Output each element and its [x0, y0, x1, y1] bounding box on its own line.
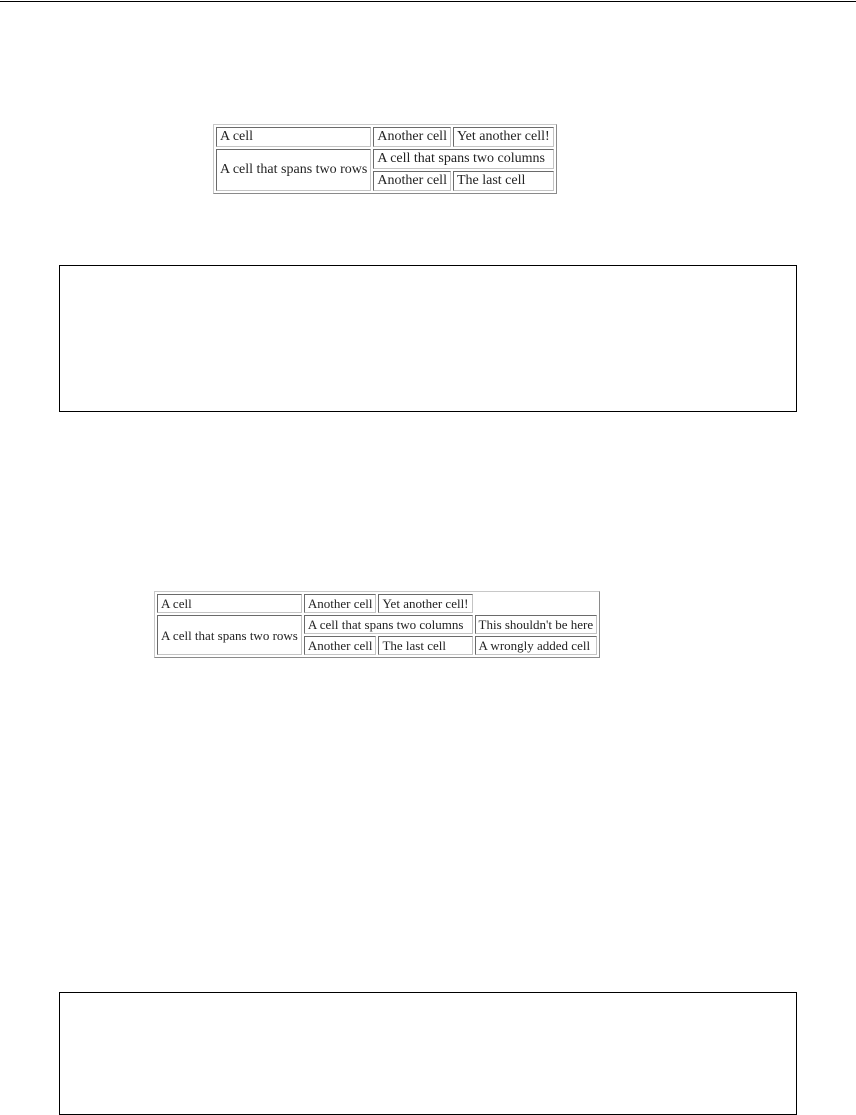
table-cell-rowspan: A cell that spans two rows — [157, 615, 302, 655]
table-cell: Yet another cell! — [453, 127, 554, 147]
page-top-rule — [0, 1, 856, 2]
table-cell: The last cell — [453, 171, 554, 191]
table-figure-correct — [213, 124, 557, 194]
table-cell-colspan: A cell that spans two columns — [304, 615, 473, 634]
table-cell-empty — [475, 594, 598, 613]
table-cell: A cell — [157, 594, 302, 613]
table-cell: Another cell — [304, 636, 377, 655]
table-cell-rowspan: A cell that spans two rows — [216, 149, 371, 191]
table-cell: This shouldn't be here — [475, 615, 598, 634]
table-cell: Another cell — [373, 171, 451, 191]
table-cell-colspan: A cell that spans two columns — [373, 149, 553, 169]
code-box — [59, 265, 797, 412]
table-figure-wrong — [154, 591, 600, 658]
table-row — [157, 594, 597, 613]
table-cell: A cell — [216, 127, 371, 147]
table-cell: Another cell — [304, 594, 377, 613]
code-box — [59, 992, 797, 1115]
table-cell: Yet another cell! — [378, 594, 472, 613]
table-cell: Another cell — [373, 127, 451, 147]
table-cell: A wrongly added cell — [475, 636, 598, 655]
table-row — [216, 127, 554, 147]
table-row — [157, 615, 597, 634]
table-cell: The last cell — [378, 636, 472, 655]
table-row — [216, 149, 554, 169]
